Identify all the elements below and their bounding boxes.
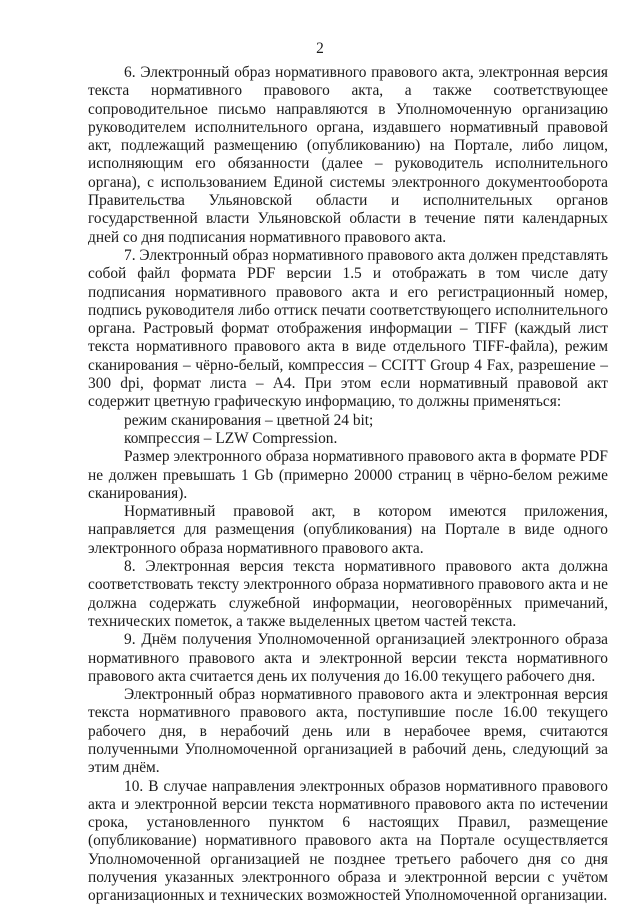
paragraph-9: 9. Днём получения Уполномоченной организацией электронного образа нормативного правового акта и электронной версии текста нормативного правового акта считается день их получения до 16.00 текущего рабочего дня.: [88, 631, 608, 685]
document-body: [88, 64, 608, 906]
paragraph-10: 10. В случае направления электронных образов нормативного правового акта и электронной версии текста нормативного правового акта по истечении срока, установленного пунктом 6 настоящих Правил, размещение (опубликование) нормативного правового акта на Портале осуществляется Уполномоченной организацией не позднее третьего рабочего дня со дня получения указанных электронного образа и электронной версии с учётом организационных и технических возможностей Уполномоченной организации.: [88, 777, 608, 905]
paragraph-file-size: Размер электронного образа нормативного правового акта в формате PDF не должен превышать 1 Gb (примерно 20000 страниц в чёрно-белом режиме сканирования).: [88, 448, 608, 502]
paragraph-7: 7. Электронный образ нормативного правового акта должен представлять собой файл формата PDF версии 1.5 и отображать в том числе дату подписания нормативного правового акта и его регистрационный номер, подпись руководителя либо оттиск печати соответствующего исполнительного органа. Растровый формат отображения информации – TIFF (каждый лист текста нормативного правового акта в виде отдельного TIFF-файла), режим сканирования – чёрно-белый, компрессия – CCITT Group 4 Fax, разрешение – 300 dpi, формат листа – А4. При этом если нормативный правовой акт содержит цветную графическую информацию, то должны применяться:: [88, 246, 608, 411]
paragraph-6: 6. Электронный образ нормативного правового акта, электронная версия текста нормативного правового акта, а также соответствующее сопроводительное письмо направляются в Уполномоченную организацию руководителем исполнительного органа, издавшего нормативный правовой акт, подлежащий размещению (опубликованию) на Портале, либо лицом, исполняющим его обязанности (далее – руководитель исполнительного органа), с использованием Единой системы электронного документооборота Правительства Ульяновской области и исполнительных органов государственной власти Ульяновской области в течение пяти календарных дней со дня подписания нормативного правового акта.: [88, 64, 608, 246]
paragraph-attachments: Нормативный правовой акт, в котором имеются приложения, направляется для размещения (опубликования) на Портале в виде одного электронного образа нормативного правового акта.: [88, 503, 608, 557]
page-number: 2: [316, 40, 324, 57]
list-item: компрессия – LZW Compression.: [124, 429, 338, 447]
paragraph-8: 8. Электронная версия текста нормативного правового акта должна соответствовать тексту электронного образа нормативного правового акта и не должна содержать служебной информации, неоговорённых примечаний, технических пометок, а также выделенных цветом частей текста.: [88, 558, 608, 630]
list-item: режим сканирования – цветной 24 bit;: [124, 411, 374, 429]
paragraph-after-hours: Электронный образ нормативного правового акта и электронная версия текста нормативного правового акта, поступившие после 16.00 текущего рабочего дня, в нерабочий день или в нерабочее время, считаются полученными Уполномоченной организацией в рабочий день, следующий за этим днём.: [88, 686, 608, 777]
